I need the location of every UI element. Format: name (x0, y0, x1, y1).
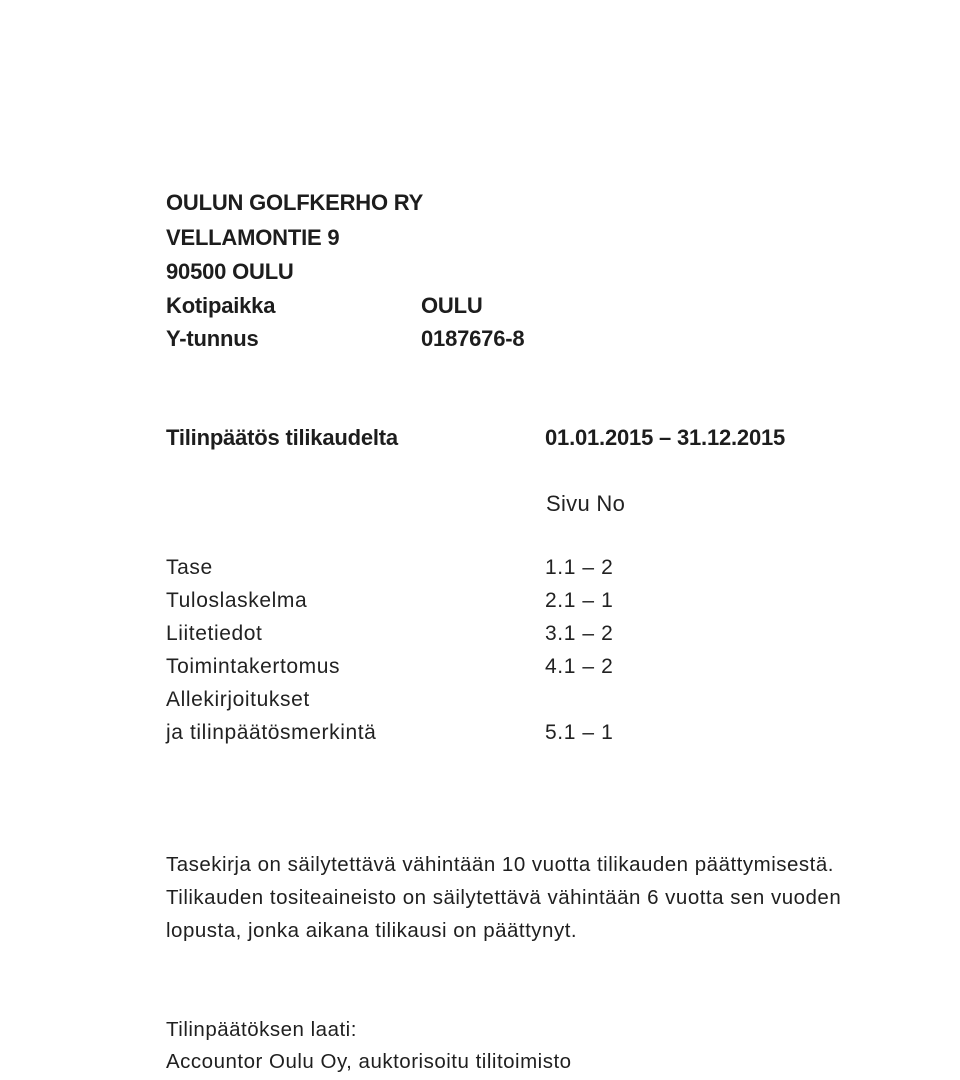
toc-item-label: Tuloslaskelma (166, 589, 308, 612)
period-value: 01.01.2015 – 31.12.2015 (545, 425, 786, 450)
postal-address: 90500 OULU (166, 259, 294, 284)
organization-name: OULUN GOLFKERHO RY (166, 190, 424, 215)
business-id-label: Y-tunnus (166, 326, 259, 351)
toc-item-label: Tase (166, 556, 213, 579)
toc-item-label: ja tilinpäätösmerkintä (166, 721, 377, 744)
retention-note-line: Tilikauden tositeaineisto on säilytettävä vähintään 6 vuotta sen vuoden (166, 886, 842, 909)
prepared-by-value: Accountor Oulu Oy, auktorisoitu tilitoimisto (166, 1050, 572, 1073)
retention-note-line: lopusta, jonka aikana tilikausi on päättynyt. (166, 919, 578, 942)
toc-item-label: Allekirjoitukset (166, 688, 310, 711)
toc-item-page: 2.1 – 1 (545, 589, 614, 612)
street-address: VELLAMONTIE 9 (166, 225, 340, 250)
toc-page-header: Sivu No (546, 491, 626, 516)
domicile-value: OULU (421, 293, 483, 318)
toc-item-label: Liitetiedot (166, 622, 263, 645)
prepared-by-label: Tilinpäätöksen laati: (166, 1018, 357, 1041)
toc-item-label: Toimintakertomus (166, 655, 341, 678)
business-id-value: 0187676-8 (421, 326, 525, 351)
toc-item-page: 3.1 – 2 (545, 622, 614, 645)
toc-item-page: 5.1 – 1 (545, 721, 614, 744)
domicile-label: Kotipaikka (166, 293, 276, 318)
toc-item-page: 4.1 – 2 (545, 655, 614, 678)
retention-note-line: Tasekirja on säilytettävä vähintään 10 vuotta tilikauden päättymisestä. (166, 853, 834, 876)
toc-item-page: 1.1 – 2 (545, 556, 614, 579)
period-label: Tilinpäätös tilikaudelta (166, 425, 398, 450)
